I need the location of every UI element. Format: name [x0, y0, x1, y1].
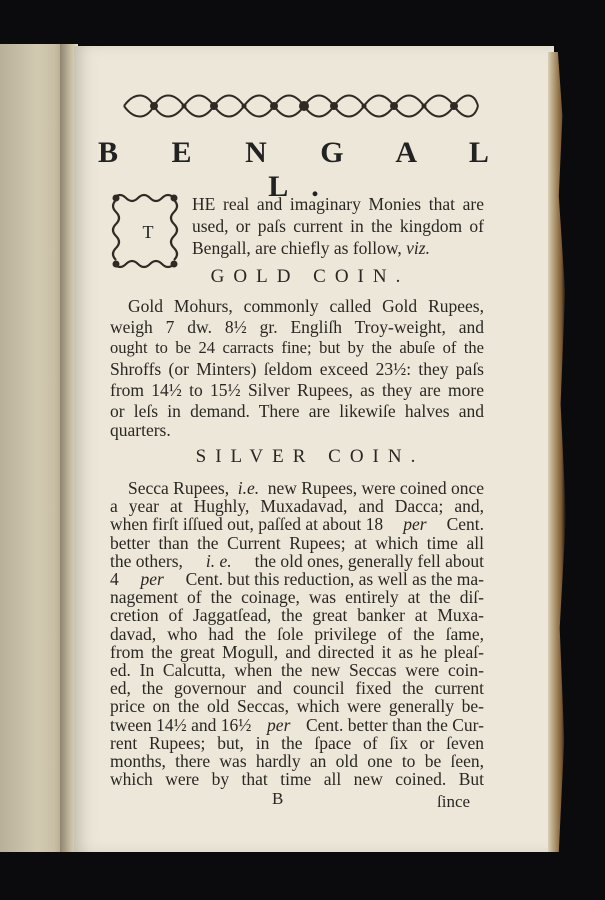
intro-line: HE real and imaginary Monies that are [192, 194, 484, 214]
gold-line: weigh 7 dw. 8½ gr. Engliſh Troy-weight, and [110, 317, 484, 337]
intro-line: used, or paſs current in the kingdom of [192, 216, 484, 236]
silver-line: rent Rupees; but, in the ſpace of ſix or ſeven [110, 732, 484, 753]
silver-line: price on the old Seccas, which were generally be- [110, 696, 484, 717]
gold-line: quarters. [110, 420, 171, 440]
gold-line: from 14½ to 15½ Silver Rupees, as they are more [110, 380, 484, 400]
silver-line: ed. In Calcutta, when the new Seccas were coin- [110, 660, 484, 680]
silver-line: 4 per Cent. but this reduction, as well as the ma- [110, 569, 484, 589]
silver-line: ed, the governour and council fixed the current [110, 678, 484, 699]
silver-line: better than the Current Rupees; at which time all [110, 532, 484, 553]
silver-line: cretion of Jaggatſead, the great banker at Muxa- [110, 605, 484, 626]
drop-cap: T [142, 222, 154, 242]
gold-line: ought to be 24 carracts fine; but by the abuſe of the [110, 338, 484, 357]
silver-coin-heading: SILVER COIN. [195, 446, 425, 467]
page-fore-edge [548, 52, 566, 852]
silver-line: tween 14½ and 16½ per Cent. better than the Cur- [110, 714, 484, 735]
gold-line: Shroffs (or Minters) ſeldom exceed 23½: they paſs [110, 359, 484, 379]
gold-line: Gold Mohurs, commonly called Gold Rupees, [128, 296, 484, 316]
signature-mark: B [272, 789, 284, 808]
silver-line: Secca Rupees, i.e. new Rupees, were coined once [128, 478, 484, 498]
page-title: B E N G A L L. [98, 136, 512, 203]
gold-coin-heading: GOLD COIN. [210, 266, 410, 287]
gold-line: or leſs in demand. There are likewiſe halves and [110, 401, 484, 421]
ornamental-headpiece-icon [120, 88, 482, 124]
silver-line: the others, i. e. the old ones, generally fell about [110, 550, 484, 571]
silver-line: nagement of the coinage, was entirely at the diſ- [110, 587, 484, 608]
silver-line: months, there was hardly an old one to be ſeen, [110, 751, 484, 771]
silver-line: a year at Hughly, Muxadavad, and Dacca; and, [110, 496, 484, 517]
silver-line: davad, who had the ſole privilege of the ſame, [110, 623, 484, 644]
facing-page-edge [0, 44, 68, 852]
catchword: ſince [437, 792, 471, 811]
silver-line: which were by that time all new coined. But [110, 769, 484, 790]
silver-line: when firſt iſſued out, paſſed at about 18 per Cent. [110, 514, 484, 535]
intro-line: Bengall, are chiefly as follow, viz. [192, 238, 430, 258]
silver-line: from the great Mogull, and directed it as he pleaſ- [110, 641, 484, 662]
